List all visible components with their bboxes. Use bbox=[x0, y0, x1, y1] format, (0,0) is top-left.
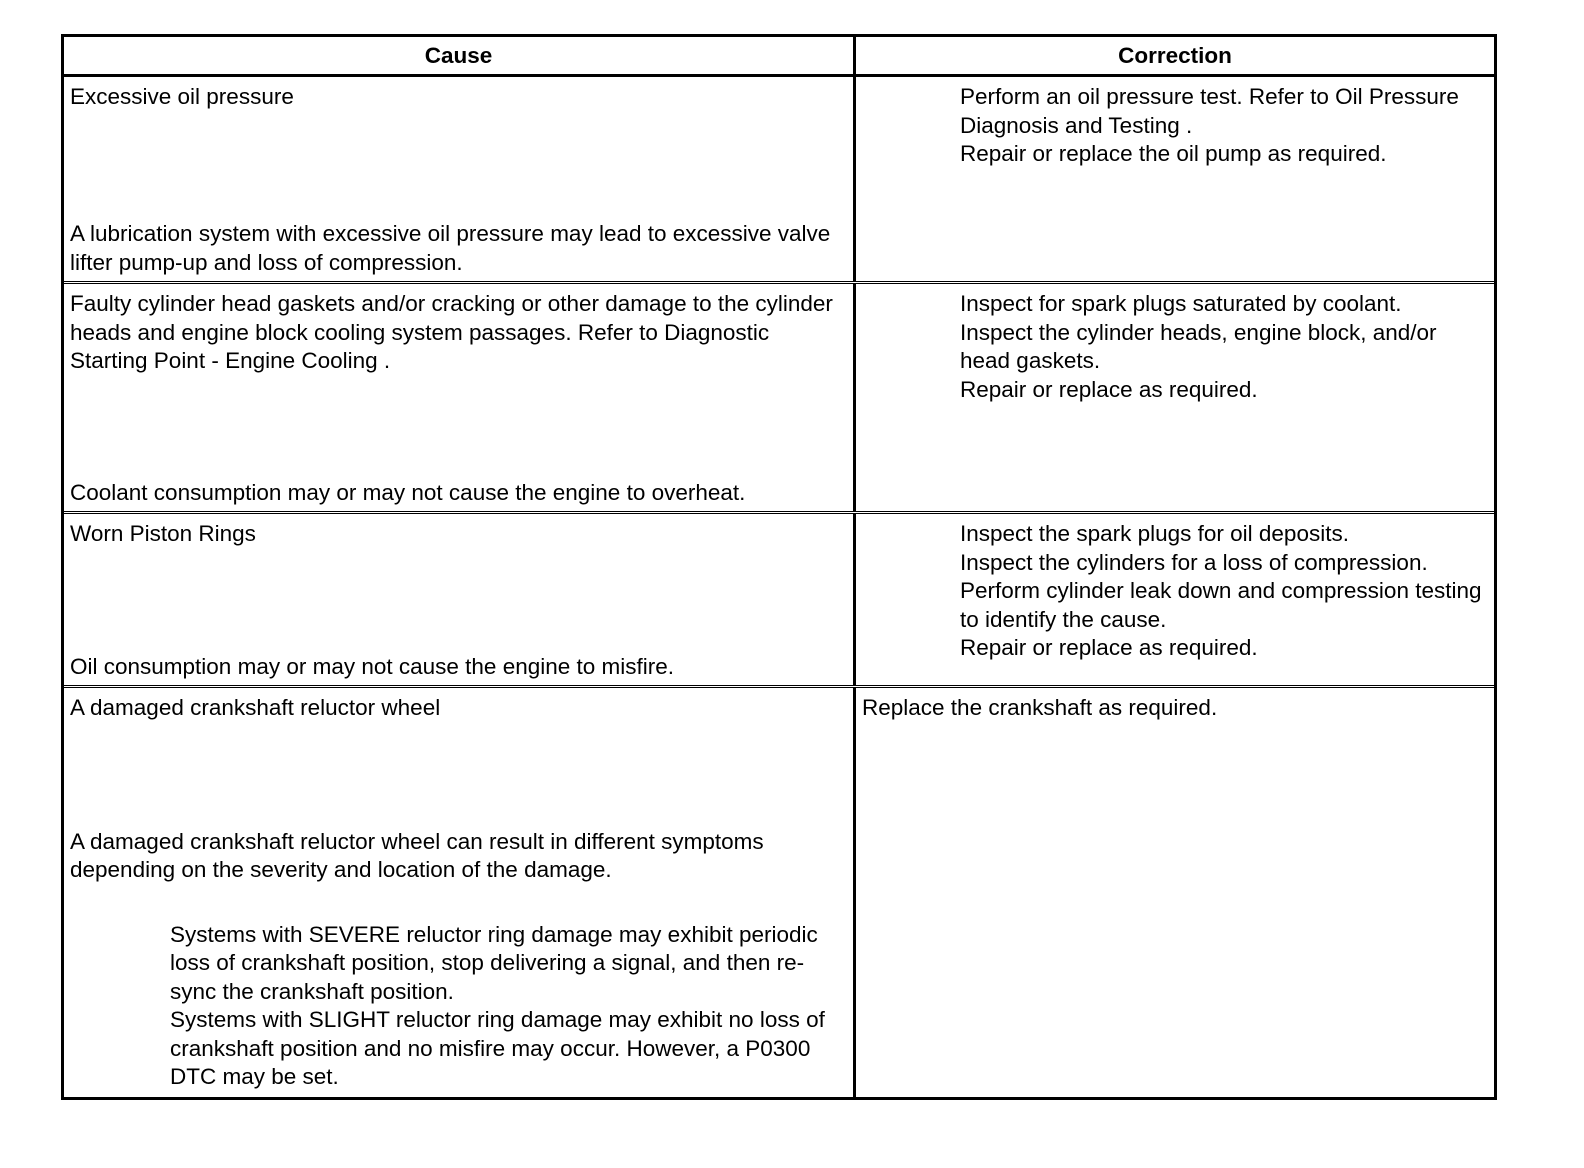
correction-cell bbox=[856, 77, 1494, 281]
cause-cell bbox=[64, 284, 856, 511]
diagnostic-table bbox=[61, 34, 1497, 1100]
header-correction: Correction bbox=[1118, 43, 1232, 68]
table-row bbox=[64, 281, 1494, 511]
cause-cell bbox=[64, 514, 856, 685]
cause-sublist bbox=[70, 921, 847, 1092]
cause-note: A lubrication system with excessive oil pressure may lead to excessive valve lifter pump-up and loss of compression. bbox=[70, 221, 831, 275]
cause-cell bbox=[64, 77, 856, 281]
correction-cell bbox=[856, 688, 1494, 1097]
cause-title: Worn Piston Rings bbox=[70, 521, 256, 546]
correction-text: Replace the crankshaft as required. bbox=[862, 695, 1218, 720]
list-item: Systems with SLIGHT reluctor ring damage may exhibit no loss of crankshaft position and no misfire may occur. However, a P0300 DTC may be set. bbox=[170, 1007, 825, 1089]
correction-list bbox=[862, 520, 1488, 663]
header-cause: Cause bbox=[64, 37, 856, 74]
cause-title: Faulty cylinder head gaskets and/or cracking or other damage to the cylinder heads and engine block cooling system passages. Refer to Diagnostic Starting Point - Engine Cooling . bbox=[70, 291, 833, 373]
list-item: Repair or replace the oil pump as required. bbox=[960, 141, 1387, 166]
list-item: Systems with SEVERE reluctor ring damage may exhibit periodic loss of crankshaft position, stop delivering a signal, and then re-sync the crankshaft position. bbox=[170, 921, 818, 1004]
list-item: Perform an oil pressure test. Refer to Oil Pressure Diagnosis and Testing . bbox=[960, 84, 1459, 138]
table-header-row bbox=[64, 37, 1494, 77]
cause-title: A damaged crankshaft reluctor wheel bbox=[70, 695, 441, 720]
cause-note: A damaged crankshaft reluctor wheel can result in different symptoms depending on the severity and location of the damage. bbox=[70, 828, 764, 882]
list-item: Inspect for spark plugs saturated by coolant. bbox=[960, 291, 1402, 316]
table-row bbox=[64, 511, 1494, 685]
list-item: Inspect the spark plugs for oil deposits. bbox=[960, 521, 1349, 546]
list-item: Inspect the cylinder heads, engine block, and/or head gaskets. bbox=[960, 319, 1437, 373]
correction-cell bbox=[856, 514, 1494, 685]
correction-cell bbox=[856, 284, 1494, 511]
table-row bbox=[64, 685, 1494, 1097]
list-item: Repair or replace as required. bbox=[960, 635, 1258, 660]
cause-cell bbox=[64, 688, 856, 1097]
list-item: Perform cylinder leak down and compression testing to identify the cause. bbox=[960, 578, 1482, 632]
cause-note: Coolant consumption may or may not cause the engine to overheat. bbox=[70, 479, 746, 505]
cause-note: Oil consumption may or may not cause the engine to misfire. bbox=[70, 653, 675, 679]
correction-list bbox=[862, 83, 1488, 169]
list-item: Repair or replace as required. bbox=[960, 376, 1258, 402]
table-row bbox=[64, 77, 1494, 281]
correction-list bbox=[862, 290, 1488, 404]
cause-title: Excessive oil pressure bbox=[70, 84, 294, 109]
list-item: Inspect the cylinders for a loss of compression. bbox=[960, 549, 1428, 575]
